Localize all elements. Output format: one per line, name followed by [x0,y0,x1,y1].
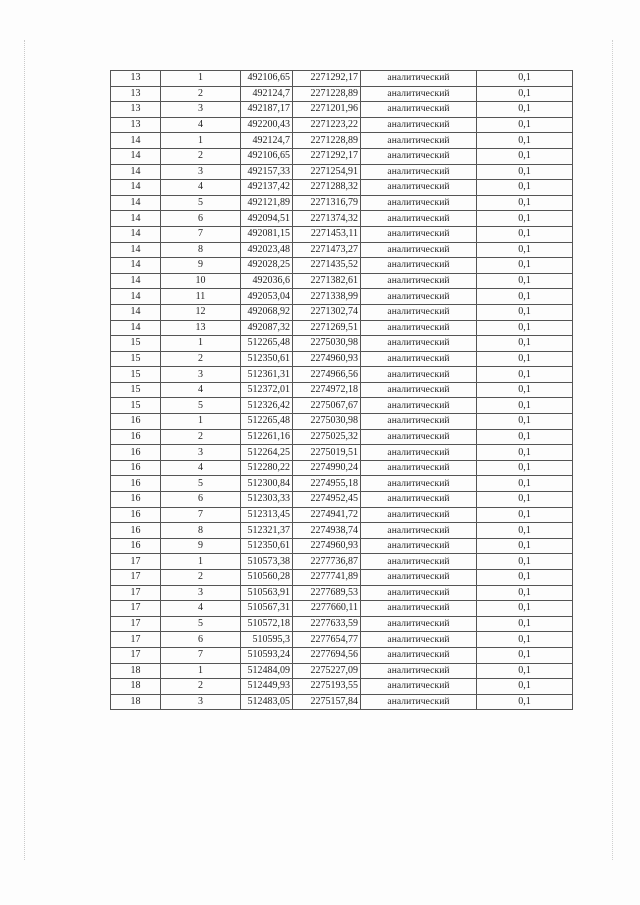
y-coordinate-cell: 2274960,93 [293,351,361,367]
accuracy-cell: 0,1 [477,647,573,663]
x-coordinate-cell: 512372,01 [241,382,293,398]
y-coordinate-cell: 2271435,52 [293,258,361,274]
y-coordinate-cell: 2274990,24 [293,460,361,476]
accuracy-cell: 0,1 [477,570,573,586]
y-coordinate-cell: 2275019,51 [293,445,361,461]
table-row [111,601,573,617]
x-coordinate-cell: 512280,22 [241,460,293,476]
accuracy-cell: 0,1 [477,601,573,617]
table-row [111,414,573,430]
point-number-cell: 10 [161,273,241,289]
point-number-cell: 2 [161,351,241,367]
y-coordinate-cell: 2274972,18 [293,382,361,398]
table-row [111,694,573,710]
point-number-cell: 8 [161,523,241,539]
y-coordinate-cell: 2271302,74 [293,304,361,320]
point-number-cell: 5 [161,195,241,211]
method-cell: аналитический [361,336,477,352]
point-number-cell: 13 [161,320,241,336]
method-cell: аналитический [361,351,477,367]
point-number-cell: 4 [161,601,241,617]
plot-number-cell: 13 [111,86,161,102]
method-cell: аналитический [361,601,477,617]
plot-number-cell: 14 [111,320,161,336]
accuracy-cell: 0,1 [477,507,573,523]
point-number-cell: 4 [161,382,241,398]
plot-number-cell: 18 [111,663,161,679]
method-cell: аналитический [361,133,477,149]
y-coordinate-cell: 2271201,96 [293,102,361,118]
x-coordinate-cell: 510567,31 [241,601,293,617]
point-number-cell: 3 [161,102,241,118]
accuracy-cell: 0,1 [477,180,573,196]
x-coordinate-cell: 512350,61 [241,351,293,367]
plot-number-cell: 14 [111,304,161,320]
x-coordinate-cell: 512449,93 [241,679,293,695]
method-cell: аналитический [361,647,477,663]
accuracy-cell: 0,1 [477,460,573,476]
method-cell: аналитический [361,289,477,305]
y-coordinate-cell: 2271288,32 [293,180,361,196]
plot-number-cell: 16 [111,476,161,492]
x-coordinate-cell: 492053,04 [241,289,293,305]
table-row [111,242,573,258]
y-coordinate-cell: 2271316,79 [293,195,361,211]
table-row [111,226,573,242]
method-cell: аналитический [361,679,477,695]
plot-number-cell: 14 [111,226,161,242]
method-cell: аналитический [361,164,477,180]
accuracy-cell: 0,1 [477,538,573,554]
accuracy-cell: 0,1 [477,554,573,570]
table-row [111,554,573,570]
accuracy-cell: 0,1 [477,414,573,430]
y-coordinate-cell: 2271228,89 [293,133,361,149]
point-number-cell: 4 [161,460,241,476]
plot-number-cell: 17 [111,601,161,617]
plot-number-cell: 13 [111,117,161,133]
point-number-cell: 6 [161,211,241,227]
method-cell: аналитический [361,554,477,570]
point-number-cell: 1 [161,133,241,149]
table-row [111,211,573,227]
point-number-cell: 4 [161,117,241,133]
y-coordinate-cell: 2271228,89 [293,86,361,102]
accuracy-cell: 0,1 [477,632,573,648]
x-coordinate-cell: 512326,42 [241,398,293,414]
accuracy-cell: 0,1 [477,492,573,508]
method-cell: аналитический [361,117,477,133]
table-row [111,398,573,414]
plot-number-cell: 16 [111,523,161,539]
plot-number-cell: 17 [111,585,161,601]
y-coordinate-cell: 2275067,67 [293,398,361,414]
plot-number-cell: 14 [111,258,161,274]
y-coordinate-cell: 2277660,11 [293,601,361,617]
y-coordinate-cell: 2274941,72 [293,507,361,523]
plot-number-cell: 17 [111,570,161,586]
accuracy-cell: 0,1 [477,273,573,289]
accuracy-cell: 0,1 [477,382,573,398]
method-cell: аналитический [361,273,477,289]
y-coordinate-cell: 2274955,18 [293,476,361,492]
table-row [111,367,573,383]
accuracy-cell: 0,1 [477,226,573,242]
table-row [111,507,573,523]
method-cell: аналитический [361,180,477,196]
method-cell: аналитический [361,304,477,320]
table-row [111,320,573,336]
method-cell: аналитический [361,476,477,492]
method-cell: аналитический [361,460,477,476]
x-coordinate-cell: 510593,24 [241,647,293,663]
y-coordinate-cell: 2275227,09 [293,663,361,679]
y-coordinate-cell: 2275030,98 [293,336,361,352]
method-cell: аналитический [361,570,477,586]
plot-number-cell: 14 [111,133,161,149]
point-number-cell: 6 [161,632,241,648]
plot-number-cell: 13 [111,71,161,87]
table-row [111,351,573,367]
method-cell: аналитический [361,226,477,242]
y-coordinate-cell: 2277689,53 [293,585,361,601]
coordinates-table-body [111,71,573,710]
accuracy-cell: 0,1 [477,258,573,274]
accuracy-cell: 0,1 [477,429,573,445]
y-coordinate-cell: 2271382,61 [293,273,361,289]
accuracy-cell: 0,1 [477,679,573,695]
x-coordinate-cell: 492068,92 [241,304,293,320]
plot-number-cell: 17 [111,647,161,663]
point-number-cell: 1 [161,554,241,570]
x-coordinate-cell: 510563,91 [241,585,293,601]
plot-number-cell: 16 [111,492,161,508]
plot-number-cell: 18 [111,679,161,695]
x-coordinate-cell: 512361,31 [241,367,293,383]
x-coordinate-cell: 492124,7 [241,86,293,102]
plot-number-cell: 16 [111,507,161,523]
y-coordinate-cell: 2271254,91 [293,164,361,180]
table-row [111,445,573,461]
point-number-cell: 9 [161,258,241,274]
x-coordinate-cell: 492087,32 [241,320,293,336]
accuracy-cell: 0,1 [477,242,573,258]
y-coordinate-cell: 2271292,17 [293,71,361,87]
y-coordinate-cell: 2274952,45 [293,492,361,508]
scan-left-edge [24,40,26,860]
table-row [111,476,573,492]
plot-number-cell: 15 [111,382,161,398]
y-coordinate-cell: 2275193,55 [293,679,361,695]
table-row [111,382,573,398]
accuracy-cell: 0,1 [477,367,573,383]
table-row [111,663,573,679]
point-number-cell: 7 [161,507,241,523]
plot-number-cell: 17 [111,632,161,648]
method-cell: аналитический [361,445,477,461]
method-cell: аналитический [361,71,477,87]
accuracy-cell: 0,1 [477,616,573,632]
x-coordinate-cell: 492187,17 [241,102,293,118]
method-cell: аналитический [361,585,477,601]
point-number-cell: 2 [161,570,241,586]
y-coordinate-cell: 2277694,56 [293,647,361,663]
y-coordinate-cell: 2271374,32 [293,211,361,227]
table-row [111,429,573,445]
table-row [111,71,573,87]
x-coordinate-cell: 512321,37 [241,523,293,539]
accuracy-cell: 0,1 [477,102,573,118]
method-cell: аналитический [361,507,477,523]
y-coordinate-cell: 2277741,89 [293,570,361,586]
accuracy-cell: 0,1 [477,398,573,414]
method-cell: аналитический [361,663,477,679]
x-coordinate-cell: 512483,05 [241,694,293,710]
y-coordinate-cell: 2271338,99 [293,289,361,305]
table-row [111,195,573,211]
method-cell: аналитический [361,242,477,258]
method-cell: аналитический [361,632,477,648]
x-coordinate-cell: 492023,48 [241,242,293,258]
y-coordinate-cell: 2271292,17 [293,148,361,164]
point-number-cell: 1 [161,71,241,87]
x-coordinate-cell: 510560,28 [241,570,293,586]
point-number-cell: 3 [161,694,241,710]
x-coordinate-cell: 512350,61 [241,538,293,554]
y-coordinate-cell: 2274960,93 [293,538,361,554]
table-row [111,336,573,352]
x-coordinate-cell: 492121,89 [241,195,293,211]
plot-number-cell: 14 [111,148,161,164]
accuracy-cell: 0,1 [477,117,573,133]
x-coordinate-cell: 510573,38 [241,554,293,570]
method-cell: аналитический [361,148,477,164]
x-coordinate-cell: 492200,43 [241,117,293,133]
y-coordinate-cell: 2275157,84 [293,694,361,710]
point-number-cell: 2 [161,86,241,102]
accuracy-cell: 0,1 [477,320,573,336]
x-coordinate-cell: 512303,33 [241,492,293,508]
x-coordinate-cell: 492137,42 [241,180,293,196]
x-coordinate-cell: 512484,09 [241,663,293,679]
plot-number-cell: 14 [111,242,161,258]
accuracy-cell: 0,1 [477,195,573,211]
table-row [111,538,573,554]
accuracy-cell: 0,1 [477,71,573,87]
plot-number-cell: 16 [111,414,161,430]
point-number-cell: 3 [161,445,241,461]
plot-number-cell: 18 [111,694,161,710]
table-row [111,570,573,586]
table-row [111,585,573,601]
y-coordinate-cell: 2275025,32 [293,429,361,445]
y-coordinate-cell: 2277654,77 [293,632,361,648]
x-coordinate-cell: 492124,7 [241,133,293,149]
accuracy-cell: 0,1 [477,476,573,492]
accuracy-cell: 0,1 [477,304,573,320]
x-coordinate-cell: 512261,16 [241,429,293,445]
plot-number-cell: 14 [111,211,161,227]
accuracy-cell: 0,1 [477,351,573,367]
point-number-cell: 12 [161,304,241,320]
plot-number-cell: 16 [111,445,161,461]
table-row [111,616,573,632]
x-coordinate-cell: 492036,6 [241,273,293,289]
point-number-cell: 11 [161,289,241,305]
table-row [111,289,573,305]
accuracy-cell: 0,1 [477,86,573,102]
accuracy-cell: 0,1 [477,445,573,461]
plot-number-cell: 15 [111,336,161,352]
x-coordinate-cell: 512264,25 [241,445,293,461]
accuracy-cell: 0,1 [477,164,573,180]
point-number-cell: 7 [161,226,241,242]
table-row [111,180,573,196]
method-cell: аналитический [361,616,477,632]
plot-number-cell: 16 [111,538,161,554]
accuracy-cell: 0,1 [477,694,573,710]
coordinates-table [110,70,573,710]
x-coordinate-cell: 492081,15 [241,226,293,242]
table-row [111,148,573,164]
x-coordinate-cell: 512300,84 [241,476,293,492]
point-number-cell: 9 [161,538,241,554]
table-row [111,492,573,508]
plot-number-cell: 14 [111,289,161,305]
method-cell: аналитический [361,258,477,274]
accuracy-cell: 0,1 [477,211,573,227]
table-row [111,460,573,476]
point-number-cell: 1 [161,663,241,679]
method-cell: аналитический [361,86,477,102]
accuracy-cell: 0,1 [477,148,573,164]
table-row [111,632,573,648]
table-row [111,679,573,695]
accuracy-cell: 0,1 [477,523,573,539]
x-coordinate-cell: 510595,3 [241,632,293,648]
y-coordinate-cell: 2274938,74 [293,523,361,539]
point-number-cell: 1 [161,414,241,430]
table-row [111,258,573,274]
plot-number-cell: 13 [111,102,161,118]
point-number-cell: 3 [161,367,241,383]
point-number-cell: 5 [161,398,241,414]
point-number-cell: 5 [161,616,241,632]
method-cell: аналитический [361,382,477,398]
method-cell: аналитический [361,398,477,414]
plot-number-cell: 16 [111,460,161,476]
method-cell: аналитический [361,523,477,539]
x-coordinate-cell: 512265,48 [241,414,293,430]
accuracy-cell: 0,1 [477,133,573,149]
point-number-cell: 2 [161,429,241,445]
method-cell: аналитический [361,102,477,118]
x-coordinate-cell: 492106,65 [241,148,293,164]
method-cell: аналитический [361,694,477,710]
x-coordinate-cell: 492094,51 [241,211,293,227]
scan-right-edge [612,40,614,860]
point-number-cell: 4 [161,180,241,196]
x-coordinate-cell: 510572,18 [241,616,293,632]
y-coordinate-cell: 2277736,87 [293,554,361,570]
x-coordinate-cell: 492028,25 [241,258,293,274]
method-cell: аналитический [361,492,477,508]
point-number-cell: 5 [161,476,241,492]
table-row [111,164,573,180]
method-cell: аналитический [361,195,477,211]
x-coordinate-cell: 512265,48 [241,336,293,352]
method-cell: аналитический [361,367,477,383]
point-number-cell: 1 [161,336,241,352]
method-cell: аналитический [361,414,477,430]
plot-number-cell: 14 [111,180,161,196]
y-coordinate-cell: 2274966,56 [293,367,361,383]
y-coordinate-cell: 2271223,22 [293,117,361,133]
plot-number-cell: 17 [111,616,161,632]
point-number-cell: 6 [161,492,241,508]
table-row [111,117,573,133]
x-coordinate-cell: 512313,45 [241,507,293,523]
method-cell: аналитический [361,211,477,227]
plot-number-cell: 15 [111,367,161,383]
y-coordinate-cell: 2275030,98 [293,414,361,430]
table-row [111,647,573,663]
x-coordinate-cell: 492106,65 [241,71,293,87]
accuracy-cell: 0,1 [477,289,573,305]
method-cell: аналитический [361,538,477,554]
point-number-cell: 8 [161,242,241,258]
table-row [111,523,573,539]
plot-number-cell: 14 [111,164,161,180]
accuracy-cell: 0,1 [477,585,573,601]
method-cell: аналитический [361,429,477,445]
table-row [111,133,573,149]
table-row [111,304,573,320]
plot-number-cell: 14 [111,273,161,289]
accuracy-cell: 0,1 [477,336,573,352]
y-coordinate-cell: 2271473,27 [293,242,361,258]
point-number-cell: 2 [161,148,241,164]
y-coordinate-cell: 2271269,51 [293,320,361,336]
plot-number-cell: 17 [111,554,161,570]
table-row [111,86,573,102]
plot-number-cell: 15 [111,351,161,367]
point-number-cell: 7 [161,647,241,663]
plot-number-cell: 14 [111,195,161,211]
point-number-cell: 2 [161,679,241,695]
point-number-cell: 3 [161,164,241,180]
plot-number-cell: 16 [111,429,161,445]
accuracy-cell: 0,1 [477,663,573,679]
y-coordinate-cell: 2271453,11 [293,226,361,242]
table-row [111,273,573,289]
y-coordinate-cell: 2277633,59 [293,616,361,632]
table-row [111,102,573,118]
method-cell: аналитический [361,320,477,336]
point-number-cell: 3 [161,585,241,601]
x-coordinate-cell: 492157,33 [241,164,293,180]
plot-number-cell: 15 [111,398,161,414]
